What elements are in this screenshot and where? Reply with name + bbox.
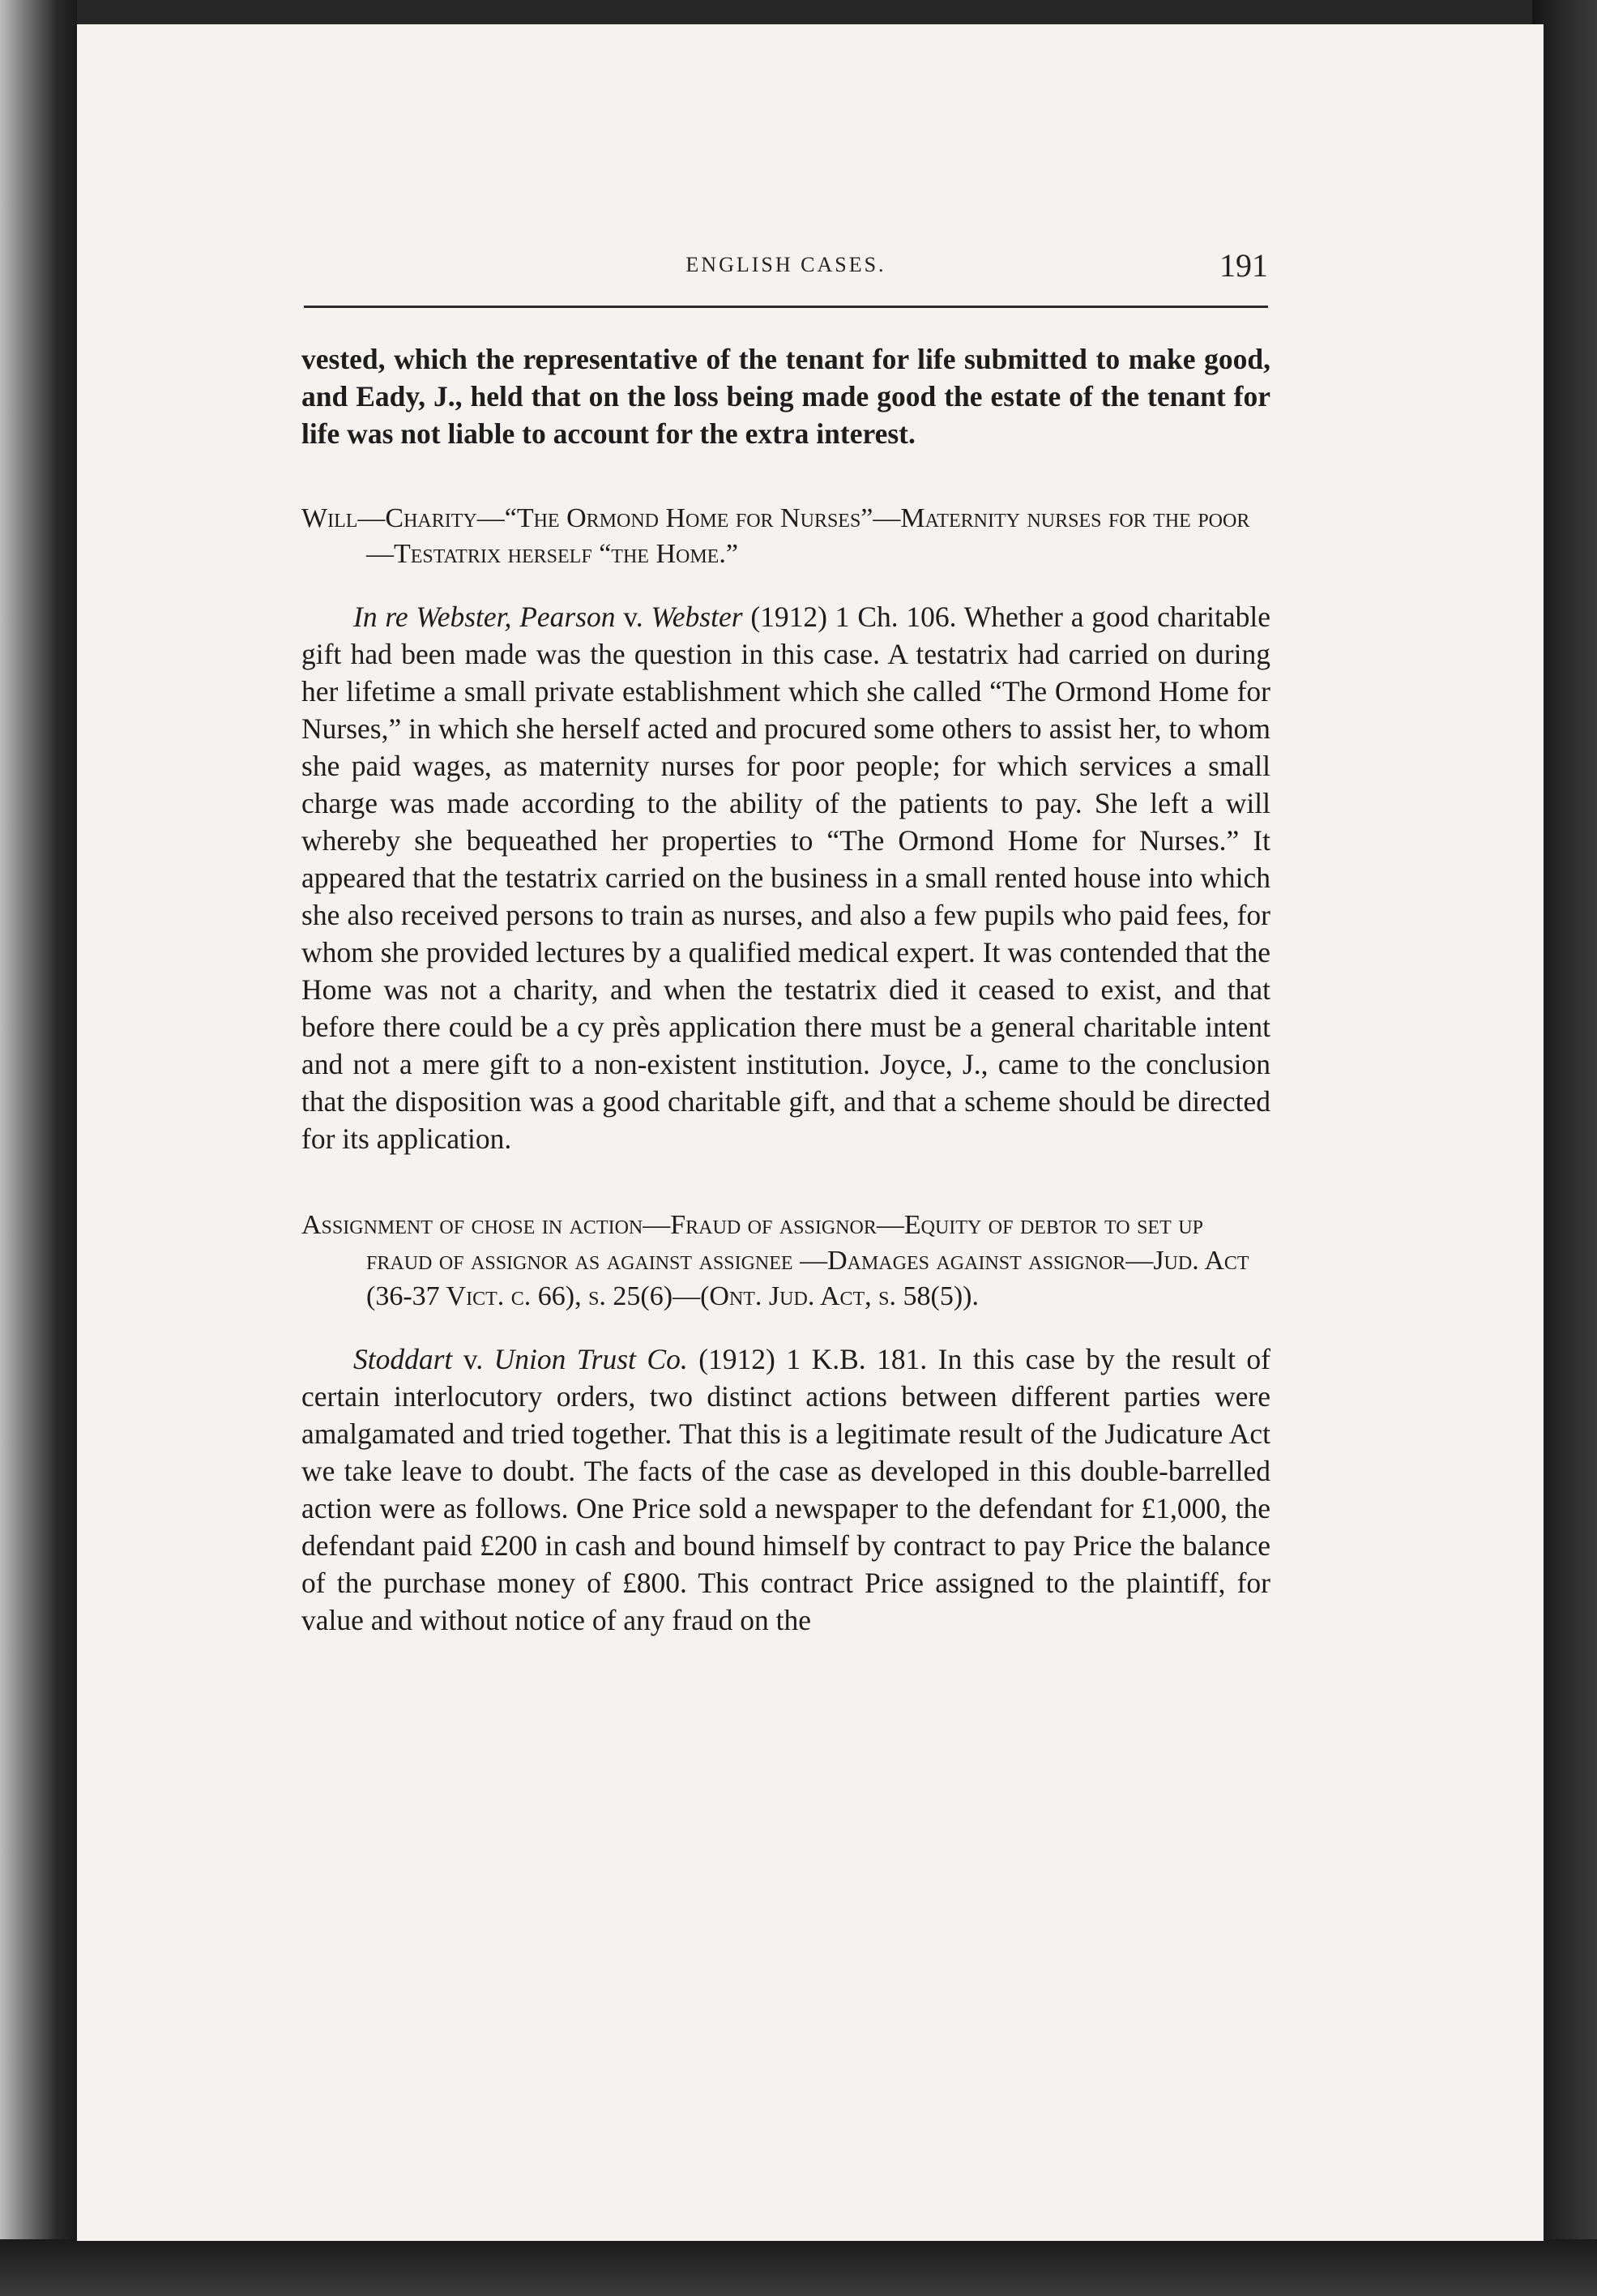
citation: (1912) 1 K.B. 181. — [698, 1343, 928, 1375]
case-name: In re Webster, Pearson — [353, 601, 616, 633]
versus: v. — [463, 1343, 484, 1375]
page-bottom-edge — [0, 2239, 1597, 2296]
case-body: In this case by the result of certain interlocutory orders, two distinct actions between different parties were amalgamated and tried together. That this is a legitimate result of the Judicature Act we take leave to doubt. The facts of the case as developed in this double-barrelled action were as follows. One Price sold a newspaper to the defendant for £1,000, the defendant paid £200 in cash and bound himself by contract to pay Price the balance of the purchase money of £800. This contract Price assigned to the plaintiff, for value and without notice of any fraud on the — [301, 1343, 1271, 1636]
case-paragraph-webster — [301, 598, 1270, 1157]
page-left-edge — [0, 0, 77, 2296]
header-rule — [304, 306, 1268, 308]
citation: (1912) 1 Ch. 106. — [750, 601, 957, 633]
case-heading-stoddart: Assignment of chose in action—Fraud of assignor—Equity of debtor to set up fraud of assignor as against assignee —Damages against assignor—Jud. Act (36-37 Vict. c. 66), s. 25(6)—(Ont. Jud. Act, s. 58(5)). — [301, 1210, 1249, 1311]
running-title: ENGLISH CASES. — [685, 253, 886, 276]
page-number: 191 — [1219, 247, 1268, 284]
page-body — [301, 340, 1270, 1639]
running-head — [304, 247, 1268, 301]
continuation-paragraph: vested, which the representative of the tenant for life submitted to make good, and Eady, J., held that on the loss being made good the estate of the tenant for life was not liable to account for the extra interest. — [301, 343, 1270, 450]
versus: v. — [623, 601, 643, 633]
case-name-2: Webster — [651, 601, 743, 633]
case-name-2: Union Trust Co. — [493, 1343, 688, 1375]
case-heading-webster: Will—Charity—“The Ormond Home for Nurses”—Maternity nurses for the poor—Testatrix herself “the Home.” — [301, 503, 1250, 569]
case-paragraph-stoddart — [301, 1340, 1270, 1639]
case-name: Stoddart — [353, 1343, 453, 1375]
case-body: Whether a good charitable gift had been made was the question in this case. A testatrix had carried on during her lifetime a small private establishment which she called “The Ormond Home for Nurses,” in which she herself acted and procured some others to assist her, to whom she paid wages, as maternity nurses for poor people; for which services a small charge was made according to the ability of the patients to pay. She left a will whereby she bequeathed her properties to “The Ormond Home for Nurses.” It appeared that the testatrix carried on the business in a small rented house into which she also received persons to train as nurses, and also a few pupils who paid fees, for whom she provided lectures by a qualified medical expert. It was contended that the Home was not a charity, and when the testatrix died it ceased to exist, and that before there could be a cy près application there must be a general charitable intent and not a mere gift to a non-existent institution. Joyce, J., came to the conclusion that the disposition was a good charitable gift, and that a scheme should be directed for its application. — [301, 601, 1271, 1155]
